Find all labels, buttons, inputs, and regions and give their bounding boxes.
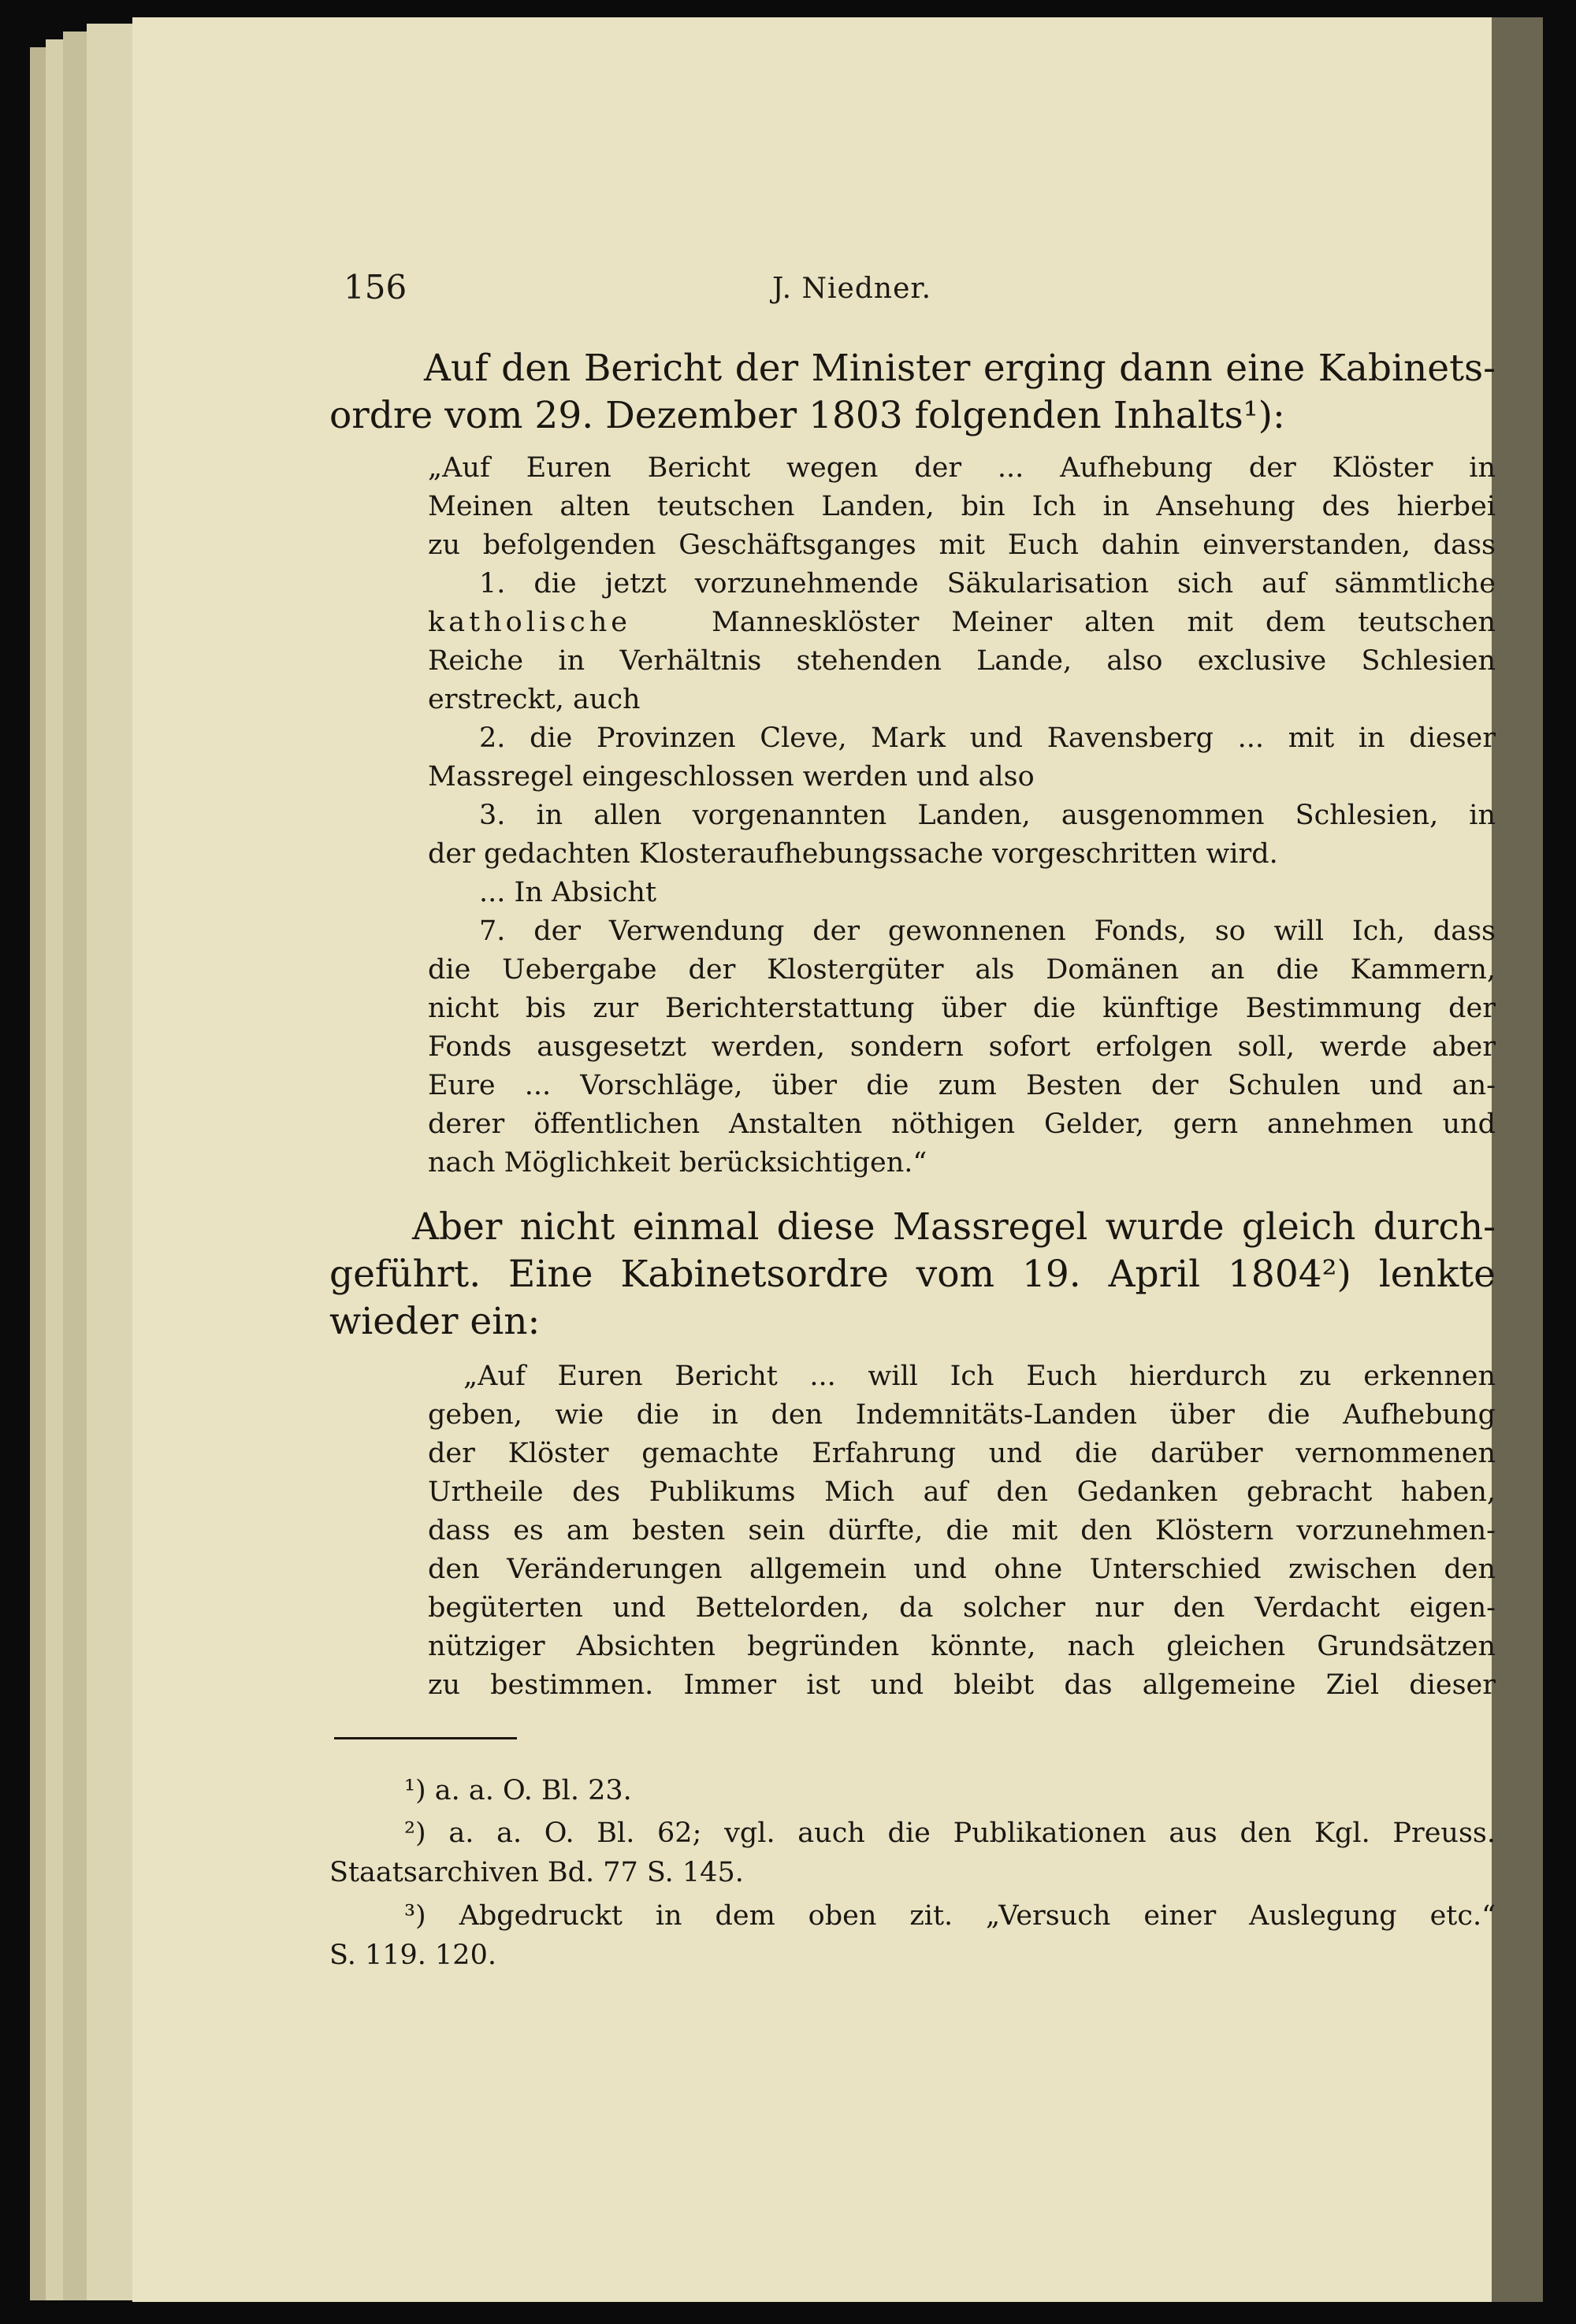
quote-line: zu befolgenden Geschäftsganges mit Euch dahin einverstanden, dass: [428, 529, 1496, 561]
quote-line: begüterten und Bettelorden, da solcher nur den Verdacht eigen-: [428, 1592, 1496, 1624]
paragraph-line: wieder ein:: [329, 1300, 541, 1343]
quote-line: „Auf Euren Bericht wegen der ... Aufhebung der Klöster in: [428, 452, 1496, 484]
paragraph-line: Aber nicht einmal diese Massregel wurde gleich durch-: [412, 1205, 1496, 1249]
quote-line: Urtheile des Publikums Mich auf den Gedanken gebracht haben,: [428, 1476, 1496, 1508]
quote-line: der Klöster gemachte Erfahrung und die darüber vernommenen: [428, 1438, 1496, 1469]
quote-line: Meinen alten teutschen Landen, bin Ich in Ansehung des hierbei: [428, 491, 1496, 522]
quote-line: nach Möglichkeit berücksichtigen.“: [428, 1147, 927, 1179]
quote-line: erstreckt, auch: [428, 684, 641, 715]
quote-line: Mannesklöster Meiner alten mit dem teutschen: [712, 607, 1496, 638]
quote-line: 2. die Provinzen Cleve, Mark und Ravensberg ... mit in dieser: [479, 722, 1496, 754]
quote-line: die Uebergabe der Klostergüter als Domänen an die Kammern,: [428, 954, 1496, 986]
quote-line: Fonds ausgesetzt werden, sondern sofort erfolgen soll, werde aber: [428, 1031, 1496, 1063]
footnote-rule: [334, 1737, 517, 1739]
quote-line: geben, wie die in den Indemnitäts-Landen über die Aufhebung: [428, 1399, 1496, 1431]
quote-line: Massregel eingeschlossen werden und also: [428, 761, 1035, 793]
quote-line: 7. der Verwendung der gewonnenen Fonds, so will Ich, dass: [479, 915, 1496, 947]
quote-line: „Auf Euren Bericht ... will Ich Euch hierdurch zu erkennen: [463, 1361, 1496, 1392]
book-page: [132, 17, 1543, 2302]
footnote: S. 119. 120.: [329, 1940, 496, 1971]
quote-line: nicht bis zur Berichterstattung über die künftige Bestimmung der: [428, 993, 1496, 1024]
quote-line: Eure ... Vorschläge, über die zum Besten der Schulen und an-: [428, 1070, 1496, 1101]
quote-line: 3. in allen vorgenannten Landen, ausgenommen Schlesien, in: [479, 800, 1496, 831]
footnote: Staatsarchiven Bd. 77 S. 145.: [329, 1857, 744, 1888]
page-number: 156: [344, 268, 407, 306]
footnote: ³) Abgedruckt in dem oben zit. „Versuch einer Auslegung etc.“: [404, 1900, 1496, 1932]
quote-line: ... In Absicht: [479, 877, 657, 908]
paragraph-line: ordre vom 29. Dezember 1803 folgenden Inhalts¹):: [329, 394, 1285, 437]
quote-line: dass es am besten sein dürfte, die mit den Klöstern vorzunehmen-: [428, 1515, 1496, 1546]
page-header: [132, 268, 1543, 315]
quote-line: derer öffentlichen Anstalten nöthigen Gelder, gern annehmen und: [428, 1108, 1496, 1140]
quote-line: den Veränderungen allgemein und ohne Unterschied zwischen den: [428, 1554, 1496, 1585]
footnote: ²) a. a. O. Bl. 62; vgl. auch die Publikationen aus den Kgl. Preuss.: [404, 1817, 1496, 1849]
quote-line: Reiche in Verhältnis stehenden Lande, also exclusive Schlesien: [428, 645, 1496, 677]
quote-line: der gedachten Klosteraufhebungssache vorgeschritten wird.: [428, 838, 1278, 870]
quote-line: 1. die jetzt vorzunehmende Säkularisation sich auf sämmtliche: [479, 568, 1496, 600]
quote-line: zu bestimmen. Immer ist und bleibt das allgemeine Ziel dieser: [428, 1669, 1496, 1701]
footnote: ¹) a. a. O. Bl. 23.: [404, 1775, 632, 1806]
page-shadow: [1492, 17, 1543, 2302]
quote-line: nütziger Absichten begründen könnte, nach gleichen Grundsätzen: [428, 1631, 1496, 1662]
paragraph-line: Auf den Bericht der Minister erging dann eine Kabinets-: [424, 347, 1496, 390]
paragraph-line: geführt. Eine Kabinetsordre vom 19. April 1804²) lenkte: [329, 1253, 1496, 1296]
running-head: J. Niedner.: [772, 273, 932, 305]
quote-line-emphasis: katholische: [428, 607, 631, 638]
